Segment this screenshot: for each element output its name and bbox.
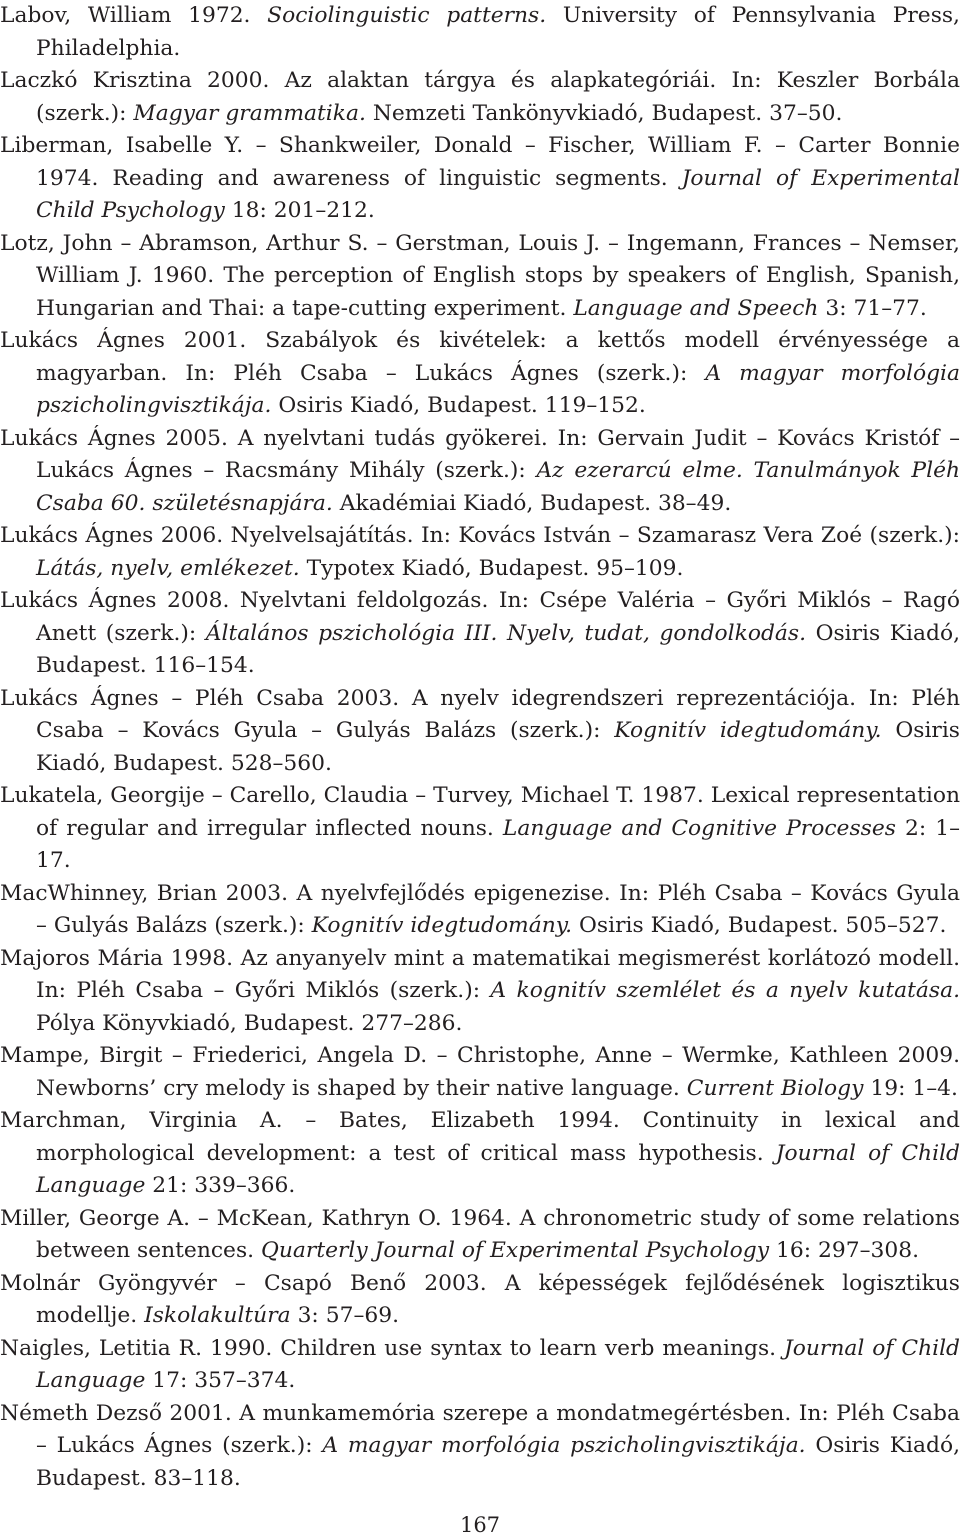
reference-text: Liberman, Isabelle Y. – Shankweiler, Donald – Fischer, William F. – Carter Bonnie 1974. Reading and awareness of linguistic segments. — [0, 133, 960, 191]
reference-entry — [0, 1040, 960, 1105]
reference-text: Naigles, Letitia R. 1990. Children use syntax to learn verb meanings. — [0, 1335, 784, 1361]
reference-source-title: A magyar morfológia pszicholingvisztikája. — [36, 360, 960, 418]
reference-text: Lukatela, Georgije – Carello, Claudia – Turvey, Michael T. 1987. Lexical representation of regular and irregular inflected nouns. — [0, 783, 960, 841]
reference-text: Osiris Kiadó, Budapest. 528–560. — [36, 718, 960, 776]
reference-entry — [0, 130, 960, 228]
reference-entry — [0, 585, 960, 683]
reference-entry — [0, 423, 960, 521]
reference-source-title: Journal of Experimental Child Psychology — [36, 165, 960, 223]
reference-text: 2: 1–17. — [36, 815, 960, 873]
reference-source-title: Magyar grammatika. — [133, 100, 366, 126]
reference-text: MacWhinney, Brian 2003. A nyelvfejlődés epigenezise. In: Pléh Csaba – Kovács Gyula – Gulyás Balázs (szerk.): — [0, 880, 960, 938]
reference-source-title: A magyar morfológia pszicholingvisztikája. — [322, 1433, 806, 1458]
reference-text: 19: 1–4. — [863, 1075, 958, 1101]
reference-entry — [0, 1268, 960, 1333]
reference-text: 21: 339–366. — [145, 1173, 296, 1198]
reference-text: 3: 71–77. — [818, 295, 927, 321]
reference-text: Pólya Könyvkiadó, Budapest. 277–286. — [36, 1010, 463, 1036]
reference-text: Osiris Kiadó, Budapest. 83–118. — [36, 1433, 960, 1491]
reference-source-title: Journal of Child Language — [36, 1140, 960, 1198]
reference-entry — [0, 1203, 960, 1268]
reference-text: Laczkó Krisztina 2000. Az alaktan tárgya és alapkategóriái. In: Keszler Borbála (szerk.): — [0, 68, 960, 126]
reference-text: Lotz, John – Abramson, Arthur S. – Gerstman, Louis J. – Ingemann, Frances – Nemser, William J. 1960. The perception of English stops by speakers of English, Spanish, Hungarian and Thai: a tape-cutting experiment. — [0, 230, 960, 321]
reference-entry — [0, 878, 960, 943]
reference-source-title: Kognitív idegtudomány. — [614, 718, 882, 743]
reference-text: Labov, William 1972. — [0, 3, 268, 28]
reference-source-title: Current Biology — [686, 1075, 864, 1101]
reference-entry — [0, 1105, 960, 1203]
reference-entry — [0, 1398, 960, 1496]
reference-entry — [0, 0, 960, 65]
reference-text: Marchman, Virginia A. – Bates, Elizabeth 1994. Continuity in lexical and morphological development: a test of critical mass hypothesis. — [0, 1108, 960, 1166]
reference-source-title: Kognitív idegtudomány. — [311, 913, 573, 938]
reference-entry — [0, 780, 960, 878]
reference-source-title: Sociolinguistic patterns. — [267, 3, 547, 28]
reference-text: Mampe, Birgit – Friederici, Angela D. – Christophe, Anne – Wermke, Kathleen 2009. Newborns’ cry melody is shaped by their native language. — [0, 1043, 960, 1101]
reference-entry — [0, 325, 960, 423]
reference-text: Németh Dezső 2001. A munkamemória szerepe a mondatmegértésben. In: Pléh Csaba – Lukács Ágnes (szerk.): — [0, 1400, 960, 1458]
reference-source-title: Language and Cognitive Processes — [502, 815, 896, 841]
reference-text: 3: 57–69. — [290, 1303, 400, 1328]
page-number: 167 — [459, 1513, 501, 1537]
reference-entry — [0, 65, 960, 130]
reference-entry — [0, 228, 960, 326]
reference-source-title: Language and Speech — [573, 295, 819, 321]
reference-text: 16: 297–308. — [769, 1238, 920, 1263]
reference-text: Lukács Ágnes 2008. Nyelvtani feldolgozás. In: Csépe Valéria – Győri Miklós – Ragó Anett (szerk.): — [0, 588, 960, 646]
reference-text: Lukács Ágnes – Pléh Csaba 2003. A nyelv idegrendszeri reprezentációja. In: Pléh Csaba – Kovács Gyula – Gulyás Balázs (szerk.): — [0, 685, 960, 743]
reference-text: 17: 357–374. — [145, 1368, 296, 1393]
reference-source-title: A kognitív szemlélet és a nyelv kutatása. — [490, 978, 960, 1003]
reference-text: Molnár Gyöngyvér – Csapó Benő 2003. A képességek fejlődésének logisztikus modellje. — [0, 1270, 960, 1328]
reference-text: Akadémiai Kiadó, Budapest. 38–49. — [332, 490, 732, 516]
reference-text: Nemzeti Tankönyvkiadó, Budapest. 37–50. — [365, 100, 843, 126]
reference-entry — [0, 683, 960, 781]
reference-text: Osiris Kiadó, Budapest. 505–527. — [572, 913, 947, 938]
reference-text: University of Pennsylvania Press, Philadelphia. — [36, 3, 960, 61]
reference-text: Lukács Ágnes 2005. A nyelvtani tudás gyökerei. In: Gervain Judit – Kovács Kristóf – Lukács Ágnes – Racsmány Mihály (szerk.): — [0, 425, 960, 483]
reference-entry — [0, 943, 960, 1041]
reference-text: Miller, George A. – McKean, Kathryn O. 1964. A chronometric study of some relations between sentences. — [0, 1205, 960, 1263]
reference-source-title: Quarterly Journal of Experimental Psychology — [261, 1238, 770, 1263]
reference-text: Majoros Mária 1998. Az anyanyelv mint a matematikai megismerést korlátozó modell. In: Pléh Csaba – Győri Miklós (szerk.): — [0, 945, 960, 1003]
reference-entry — [0, 1333, 960, 1398]
reference-text: Lukács Ágnes 2006. Nyelvelsajátítás. In: Kovács István – Szamarasz Vera Zoé (szerk.): — [0, 523, 960, 548]
reference-text: Typotex Kiadó, Budapest. 95–109. — [299, 555, 684, 581]
reference-entry — [0, 520, 960, 585]
reference-source-title: Az ezerarcú elme. Tanulmányok Pléh Csaba 60. születésnapjára. — [36, 458, 960, 516]
reference-source-title: Journal of Child Language — [36, 1335, 960, 1393]
reference-text: Osiris Kiadó, Budapest. 116–154. — [36, 620, 960, 678]
reference-source-title: Iskolakultúra — [144, 1303, 291, 1328]
reference-text: 18: 201–212. — [224, 198, 375, 223]
reference-text: Lukács Ágnes 2001. Szabályok és kivételek: a kettős modell érvényessége a magyarban. In: Pléh Csaba – Lukács Ágnes (szerk.): — [0, 328, 960, 386]
reference-source-title: Látás, nyelv, emlékezet. — [36, 555, 300, 581]
reference-text: Osiris Kiadó, Budapest. 119–152. — [271, 393, 646, 418]
reference-source-title: Általános pszichológia III. Nyelv, tudat, gondolkodás. — [205, 620, 807, 646]
